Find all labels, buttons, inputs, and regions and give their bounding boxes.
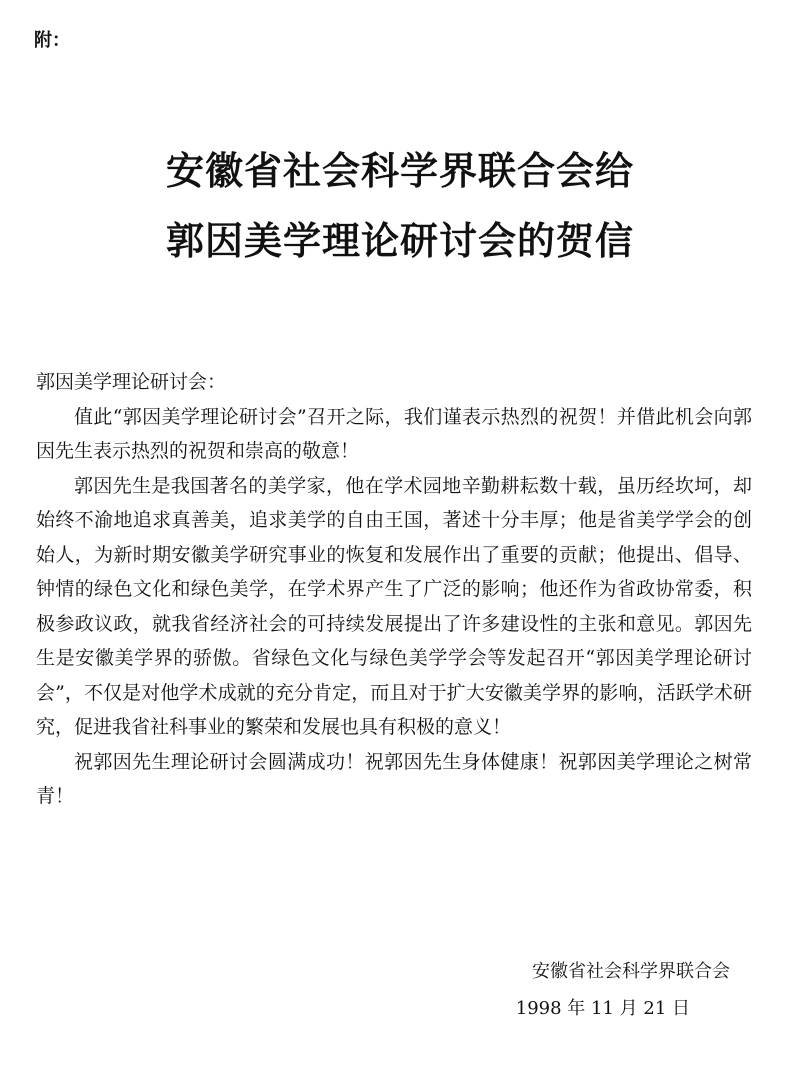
salutation: 郭因美学理论研讨会： xyxy=(36,371,227,393)
paragraph-biography: 郭因先生是我国著名的美学家，他在学术园地辛勤耕耘数十载，虽历经坎坷，却始终不渝地追求真善美，追求美学的自由王国，著述十分丰厚；他是省美学学会的创始人，为新时期安徽美学研究事业的恢复和发展作出了重要的贡献；他提出、倡导、钟情的绿色文化和绿色美学，在学术界产生了广泛的影响；他还作为省政协常委，积极参政议政，就我省经济社会的可持续发展提出了许多建设性的主张和意见。郭因先生是安徽美学界的骄傲。省绿色文化与绿色美学学会等发起召开“郭因美学理论研讨会”，不仅是对他学术成就的充分肯定，而且对于扩大安徽美学界的影响，活跃学术研究，促进我省社科事业的繁荣和发展也具有积极的意义！ xyxy=(36,474,752,738)
signature-organization: 安徽省社会科学界联合会 xyxy=(532,961,730,982)
paragraph-wishes: 祝郭因先生理论研讨会圆满成功！祝郭因先生身体健康！祝郭因美学理论之树常青！ xyxy=(36,750,752,807)
signature-date: 1998 年 11 月 21 日 xyxy=(515,998,690,1019)
letter-body xyxy=(36,365,752,814)
paragraph-congratulations: 值此“郭因美学理论研讨会”召开之际，我们谨表示热烈的祝贺！并借此机会向郭因先生表示热烈的祝贺和崇高的敬意！ xyxy=(36,405,752,462)
title-line-2: 郭因美学理论研讨会的贺信 xyxy=(165,218,634,263)
attachment-label: 附： xyxy=(34,30,70,51)
title-line-1: 安徽省社会科学界联合会给 xyxy=(165,148,634,193)
